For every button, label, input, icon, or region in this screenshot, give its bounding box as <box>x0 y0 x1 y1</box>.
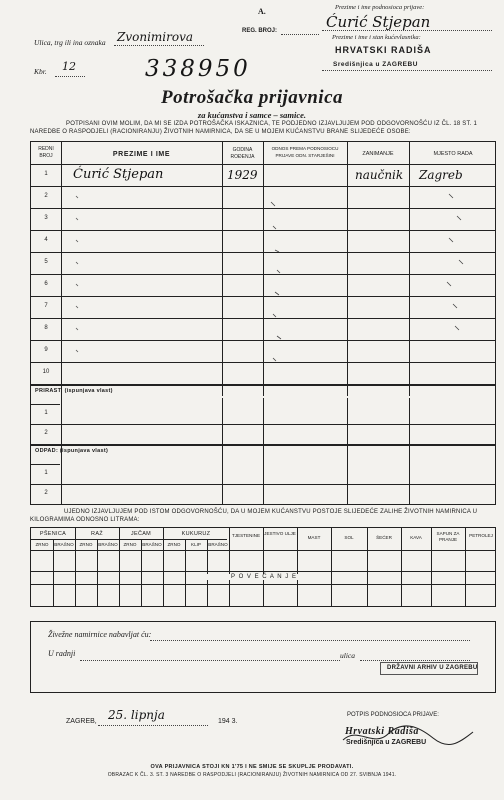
signature-stamp-address: Središnjica u ZAGREBU <box>346 739 427 746</box>
stock-sub-flour: BRAŠNO <box>208 542 228 547</box>
row-number: 1 <box>44 171 48 177</box>
column-divider <box>347 398 348 504</box>
col-header-workplace: MJESTO RADA <box>433 151 473 157</box>
reg-number-field[interactable] <box>281 34 319 35</box>
column-divider <box>263 398 264 504</box>
col-header-occupation: ZANIMANJE <box>362 151 394 157</box>
house-number-underline <box>55 76 85 77</box>
column-divider <box>409 398 410 504</box>
household-members-table <box>30 141 496 505</box>
regulation-note: OBRAZAC K ČL. 3. ST. 3 NAREDBE O RASPODJELI (RACIONIRANJU) ŽIVOTNIH NAMIRNICA OD 27. SVIBNJA 1941. <box>107 772 397 778</box>
row-number: 5 <box>44 259 48 265</box>
col-header-number: REDNI BROJ <box>38 146 54 159</box>
stock-divider <box>163 528 164 606</box>
street-label: Ulica, trg ili ina oznaka <box>34 38 106 47</box>
stock-divider <box>401 528 402 606</box>
form-title: Potrošačka prijavnica <box>160 87 344 108</box>
column-divider <box>222 398 223 504</box>
group-divider <box>31 539 227 540</box>
workplace-marks <box>409 186 497 386</box>
stock-group-barley: JEČAM <box>130 531 152 537</box>
stock-group-corn: KUKURUZ <box>181 531 211 537</box>
column-divider <box>222 142 223 396</box>
food-stock-table <box>30 527 496 607</box>
column-divider <box>347 142 348 396</box>
shop-field[interactable] <box>80 660 340 661</box>
stock-sub-grain: ZRNO <box>167 542 181 547</box>
stock-col-pasta: TJESTENINE <box>231 533 261 538</box>
stock-col-oil: JESTIVO ULJE <box>264 531 296 536</box>
signature-scribble <box>338 722 478 752</box>
stock-group-rye: RAŽ <box>91 531 103 537</box>
stock-sub-grain: ZRNO <box>123 542 137 547</box>
house-number-field[interactable]: 12 <box>62 60 76 73</box>
owner-caption: Prezime i ime i stan kućevlasnika: <box>332 34 421 41</box>
row-divider <box>31 404 60 405</box>
arrival-row-number: 2 <box>44 430 48 436</box>
stock-sub-flour: BRAŠNO <box>98 542 118 547</box>
stock-col-soap: SAPUN ZA PRANJE <box>436 531 460 542</box>
submitter-caption: Prezime i ime podnosioca prijave: <box>335 4 425 11</box>
supply-field[interactable] <box>150 640 470 641</box>
stock-divider <box>263 528 264 606</box>
stock-col-lard: MAST <box>307 535 321 540</box>
owner-stamp-address: Središnjica u ZAGREBU <box>333 61 418 68</box>
col-header-name: PREZIME I IME <box>112 151 171 158</box>
stock-declaration: UJEDNO IZJAVLJUJEM POD ISTOM ODGOVORNOŠĆU, DA U MOJEM KUĆANSTVU POSTOJE SLIJEDEĆE ZALIHE ŽIVOTNIH NAMIRNICA U KILOGRAMIMA ODNOSNO LITRAMA: <box>30 509 478 523</box>
date-field[interactable]: 25. lipnja <box>108 708 165 722</box>
row-number: 3 <box>44 215 48 221</box>
arrivals-label: PRIRAST: (ispunjava vlast) <box>35 388 113 394</box>
stock-sub-grain: ZRNO <box>79 542 93 547</box>
stock-sub-flour: BRAŠNO <box>142 542 162 547</box>
stock-col-salt: SOL <box>344 535 354 540</box>
row-divider <box>31 464 60 465</box>
place-label: ZAGREB, <box>66 718 97 725</box>
row-number: 10 <box>42 369 50 375</box>
stock-row-divider <box>31 584 495 585</box>
house-number-label: Kbr. <box>34 67 47 76</box>
serial-number: 338950 <box>145 56 251 82</box>
street-field[interactable]: Zvonimirova <box>117 30 194 44</box>
col-header-birth-year: GODINA ROĐENJA <box>230 147 255 160</box>
row-number: 2 <box>44 193 48 199</box>
street-underline <box>114 45 204 46</box>
member-birth-year-field[interactable]: 1929 <box>227 168 258 182</box>
stock-col-petroleum: PETROLEJ <box>469 533 493 538</box>
departure-row-number: 1 <box>44 470 48 476</box>
stock-divider <box>119 528 120 606</box>
signature-caption: POTPIS PODNOSIOCA PRIJAVE: <box>347 712 439 718</box>
row-number: 8 <box>44 325 48 331</box>
archive-stamp: DRŽAVNI ARHIV U ZAGREBU <box>387 665 478 671</box>
stock-row-divider <box>31 571 495 572</box>
owner-underline <box>322 70 492 71</box>
stock-sub-grain: ZRNO <box>35 542 49 547</box>
row-number: 4 <box>44 237 48 243</box>
stock-divider <box>229 528 230 606</box>
member-occupation-field[interactable]: naučnik <box>355 168 404 182</box>
shop-label: U radnji <box>48 649 76 658</box>
departures-label: ODPAD: (ispunjava vlast) <box>35 448 109 454</box>
signature-stamp-name: Hrvatski Radiša <box>345 726 419 737</box>
owner-stamp-name: HRVATSKI RADIŠA <box>335 45 432 55</box>
stock-group-wheat: PŠENICA <box>39 531 67 537</box>
reg-number-label: REG. BROJ: <box>242 28 278 34</box>
shop-street-field[interactable] <box>360 660 470 661</box>
shop-street-label: ulica <box>340 651 355 660</box>
member-name-field[interactable]: Ćurić Stjepan <box>73 167 164 182</box>
member-workplace-field[interactable]: Zagreb <box>419 168 463 182</box>
col-header-relation: ODNOS PREMA PODNOSIOCU PRIJAVE ODN. STARJEŠINI <box>271 146 339 158</box>
increase-label: P O V E Ć A N J E <box>204 574 324 580</box>
form-variant-letter: A. <box>258 7 266 16</box>
stock-sub-flour: BRAŠNO <box>54 542 74 547</box>
stock-divider <box>465 528 466 606</box>
row-number: 9 <box>44 347 48 353</box>
date-underline <box>98 725 208 726</box>
household-declaration: POTPISANI OVIM MOLIM, DA MI SE IZDA POTROŠAČKA ISKAZNICA, TE PODJEDNO IZJAVLJUJEM POD ODGOVORNOŠĆU IZ ČL. 18 ST. 1 NAREDBE O RASPODJELI (RACIONIRANJU) ŽIVOTNIH NAMIRNICA, DA SE U MOJEM KUĆANSTVU BRANE SLIJEDEĆE OSOBE: <box>30 121 477 135</box>
departure-row-number: 2 <box>44 490 48 496</box>
stock-col-coffee: KAVA <box>410 535 422 540</box>
row-number: 7 <box>44 303 48 309</box>
form-subtitle: za kućanstva i samce – samice. <box>197 110 307 120</box>
stock-divider <box>75 528 76 606</box>
price-note: OVA PRIJAVNICA STOJI KN 1'75 I NE SMIJE SE SKUPLJE PRODAVATI. <box>150 764 354 770</box>
stock-divider <box>331 528 332 606</box>
stock-divider <box>367 528 368 606</box>
stock-header-divider <box>31 550 495 551</box>
stock-col-sugar: ŠEĆER <box>376 535 392 540</box>
submitter-name-field[interactable]: Ćurić Stjepan <box>326 13 431 31</box>
stock-divider <box>431 528 432 606</box>
empty-row-marks <box>71 186 221 386</box>
arrival-row-number: 1 <box>44 410 48 416</box>
stock-divider <box>297 528 298 606</box>
submitter-underline <box>322 30 492 31</box>
year-label: 194 3. <box>218 718 238 725</box>
stock-sub-cob: KLIP <box>191 542 201 547</box>
row-number: 6 <box>44 281 48 287</box>
crossed-out-cells <box>263 164 347 384</box>
supply-label: Živežne namirnice nabavljat ću: <box>48 630 152 639</box>
